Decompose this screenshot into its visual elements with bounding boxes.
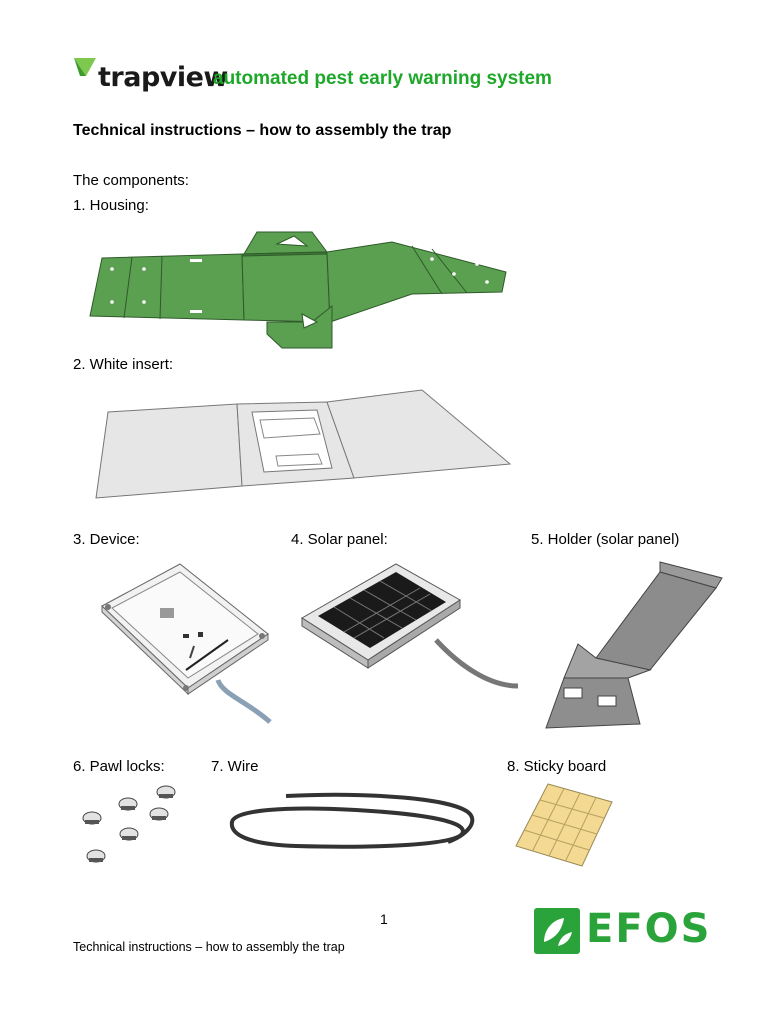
device-image (98, 562, 280, 730)
sticky-board-image (514, 782, 614, 868)
page-number: 1 (380, 911, 388, 927)
label-solar-panel: 4. Solar panel: (291, 531, 388, 548)
footer-text: Technical instructions – how to assembly the trap (73, 940, 345, 954)
brand-name: trapview (98, 62, 228, 93)
label-wire: 7. Wire (211, 758, 259, 775)
efos-leaf-icon (534, 908, 580, 954)
efos-logo (534, 906, 712, 956)
label-device: 3. Device: (73, 531, 140, 548)
solar-panel-image (298, 560, 522, 692)
wire-image (226, 790, 480, 854)
label-pawl-locks: 6. Pawl locks: (73, 758, 165, 775)
leaf-icon (72, 56, 98, 78)
label-housing: 1. Housing: (73, 197, 149, 214)
holder-image (540, 558, 726, 734)
white-insert-image (92, 386, 512, 504)
housing-image (82, 224, 510, 354)
label-holder: 5. Holder (solar panel) (531, 531, 680, 548)
intro-text: The components: (73, 172, 189, 189)
efos-brand: EFOS (586, 906, 712, 952)
label-white-insert: 2. White insert: (73, 356, 174, 373)
tagline: automated pest early warning system (213, 68, 552, 89)
pawl-locks-image (80, 784, 184, 870)
trapview-logo (72, 54, 228, 94)
label-sticky-board: 8. Sticky board (507, 758, 607, 775)
page-title: Technical instructions – how to assembly the trap (73, 122, 452, 139)
